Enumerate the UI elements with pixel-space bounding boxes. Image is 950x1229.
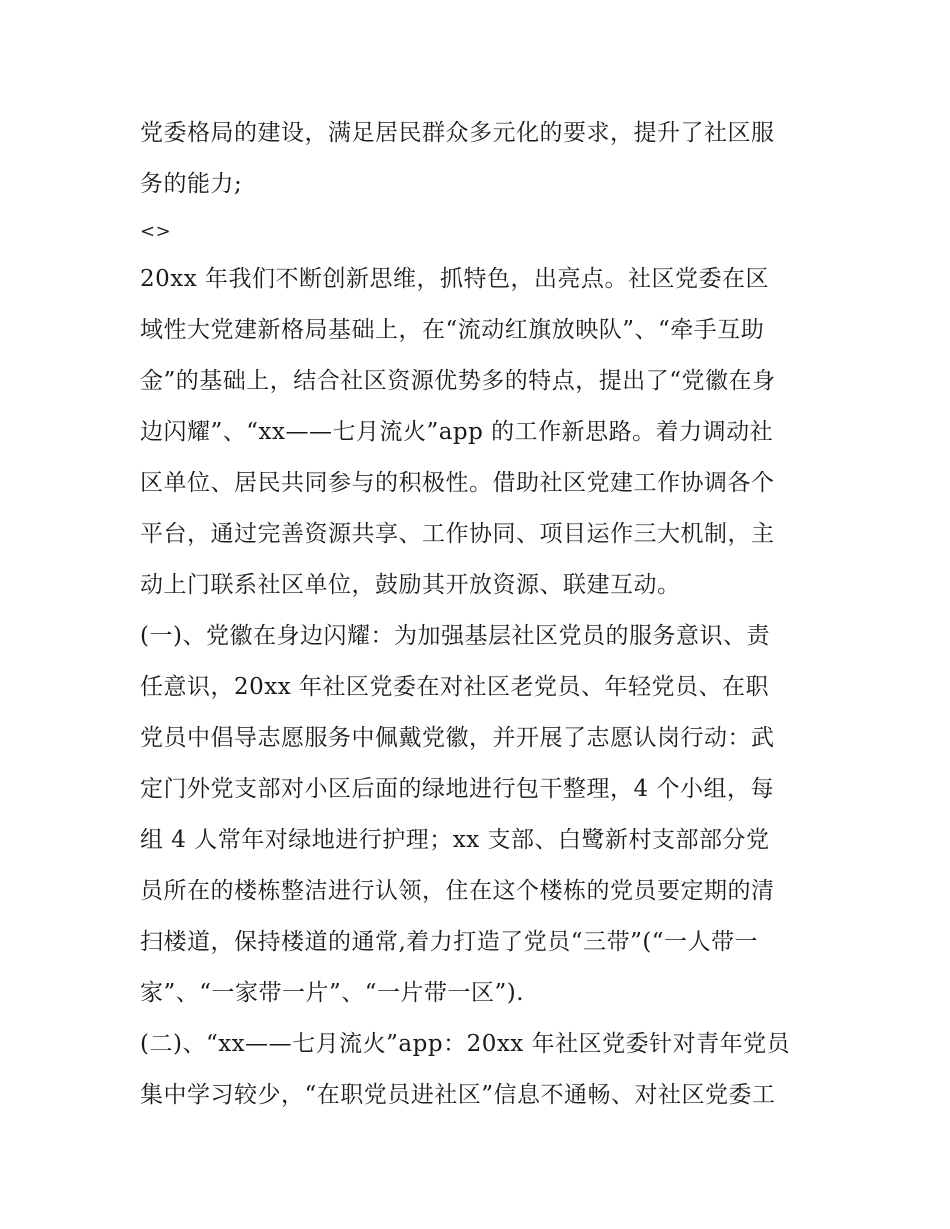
text-line: 平台，通过完善资源共享、工作协同、项目运作三大机制，主 [140, 521, 775, 547]
text-line: 家”、“一家带一片”、“一片带一区”). [140, 980, 525, 1006]
text-line: 组 4 人常年对绿地进行护理；xx 支部、白鹭新村支部部分党 [140, 827, 770, 853]
document-body [140, 108, 820, 1121]
text-line: 金”的基础上，结合社区资源优势多的特点，提出了“党徽在身 [140, 368, 776, 394]
text-line: 定门外党支部对小区后面的绿地进行包干整理，4 个小组，每 [140, 776, 774, 802]
text-line: 任意识，20xx 年社区党委在对社区老党员、年轻党员、在职 [140, 674, 770, 700]
text-line: (一)、党徽在身边闪耀：为加强基层社区党员的服务意识、责 [140, 623, 770, 649]
text-line: 区单位、居民共同参与的积极性。借助社区党建工作协调各个 [140, 470, 775, 496]
text-line: 动上门联系社区单位，鼓励其开放资源、联建互动。 [140, 572, 681, 598]
text-line: 党员中倡导志愿服务中佩戴党徽，并开展了志愿认岗行动：武 [140, 725, 775, 751]
text-line: 集中学习较少，“在职党员进社区”信息不通畅、对社区党委工 [140, 1082, 776, 1108]
text-line: 域性大党建新格局基础上，在“流动红旗放映队”、“牵手互助 [140, 317, 765, 343]
text-line: 党委格局的建设，满足居民群众多元化的要求，提升了社区服 [140, 120, 775, 146]
text-line: 务的能力; [140, 171, 243, 197]
text-line: 边闪耀”、“xx——七月流火”app 的工作新思路。着力调动社 [140, 419, 774, 445]
text-line: (二)、“xx——七月流火”app：20xx 年社区党委针对青年党员 [140, 1031, 791, 1057]
text-line: 员所在的楼栋整洁进行认领，住在这个楼栋的党员要定期的清 [140, 878, 775, 904]
text-line: 扫楼道，保持楼道的通常,着力打造了党员“三带”(“一人带一 [140, 929, 759, 955]
text-line: 20xx 年我们不断创新思维，抓特色，出亮点。社区党委在区 [140, 266, 770, 292]
text-line: <> [140, 221, 172, 242]
